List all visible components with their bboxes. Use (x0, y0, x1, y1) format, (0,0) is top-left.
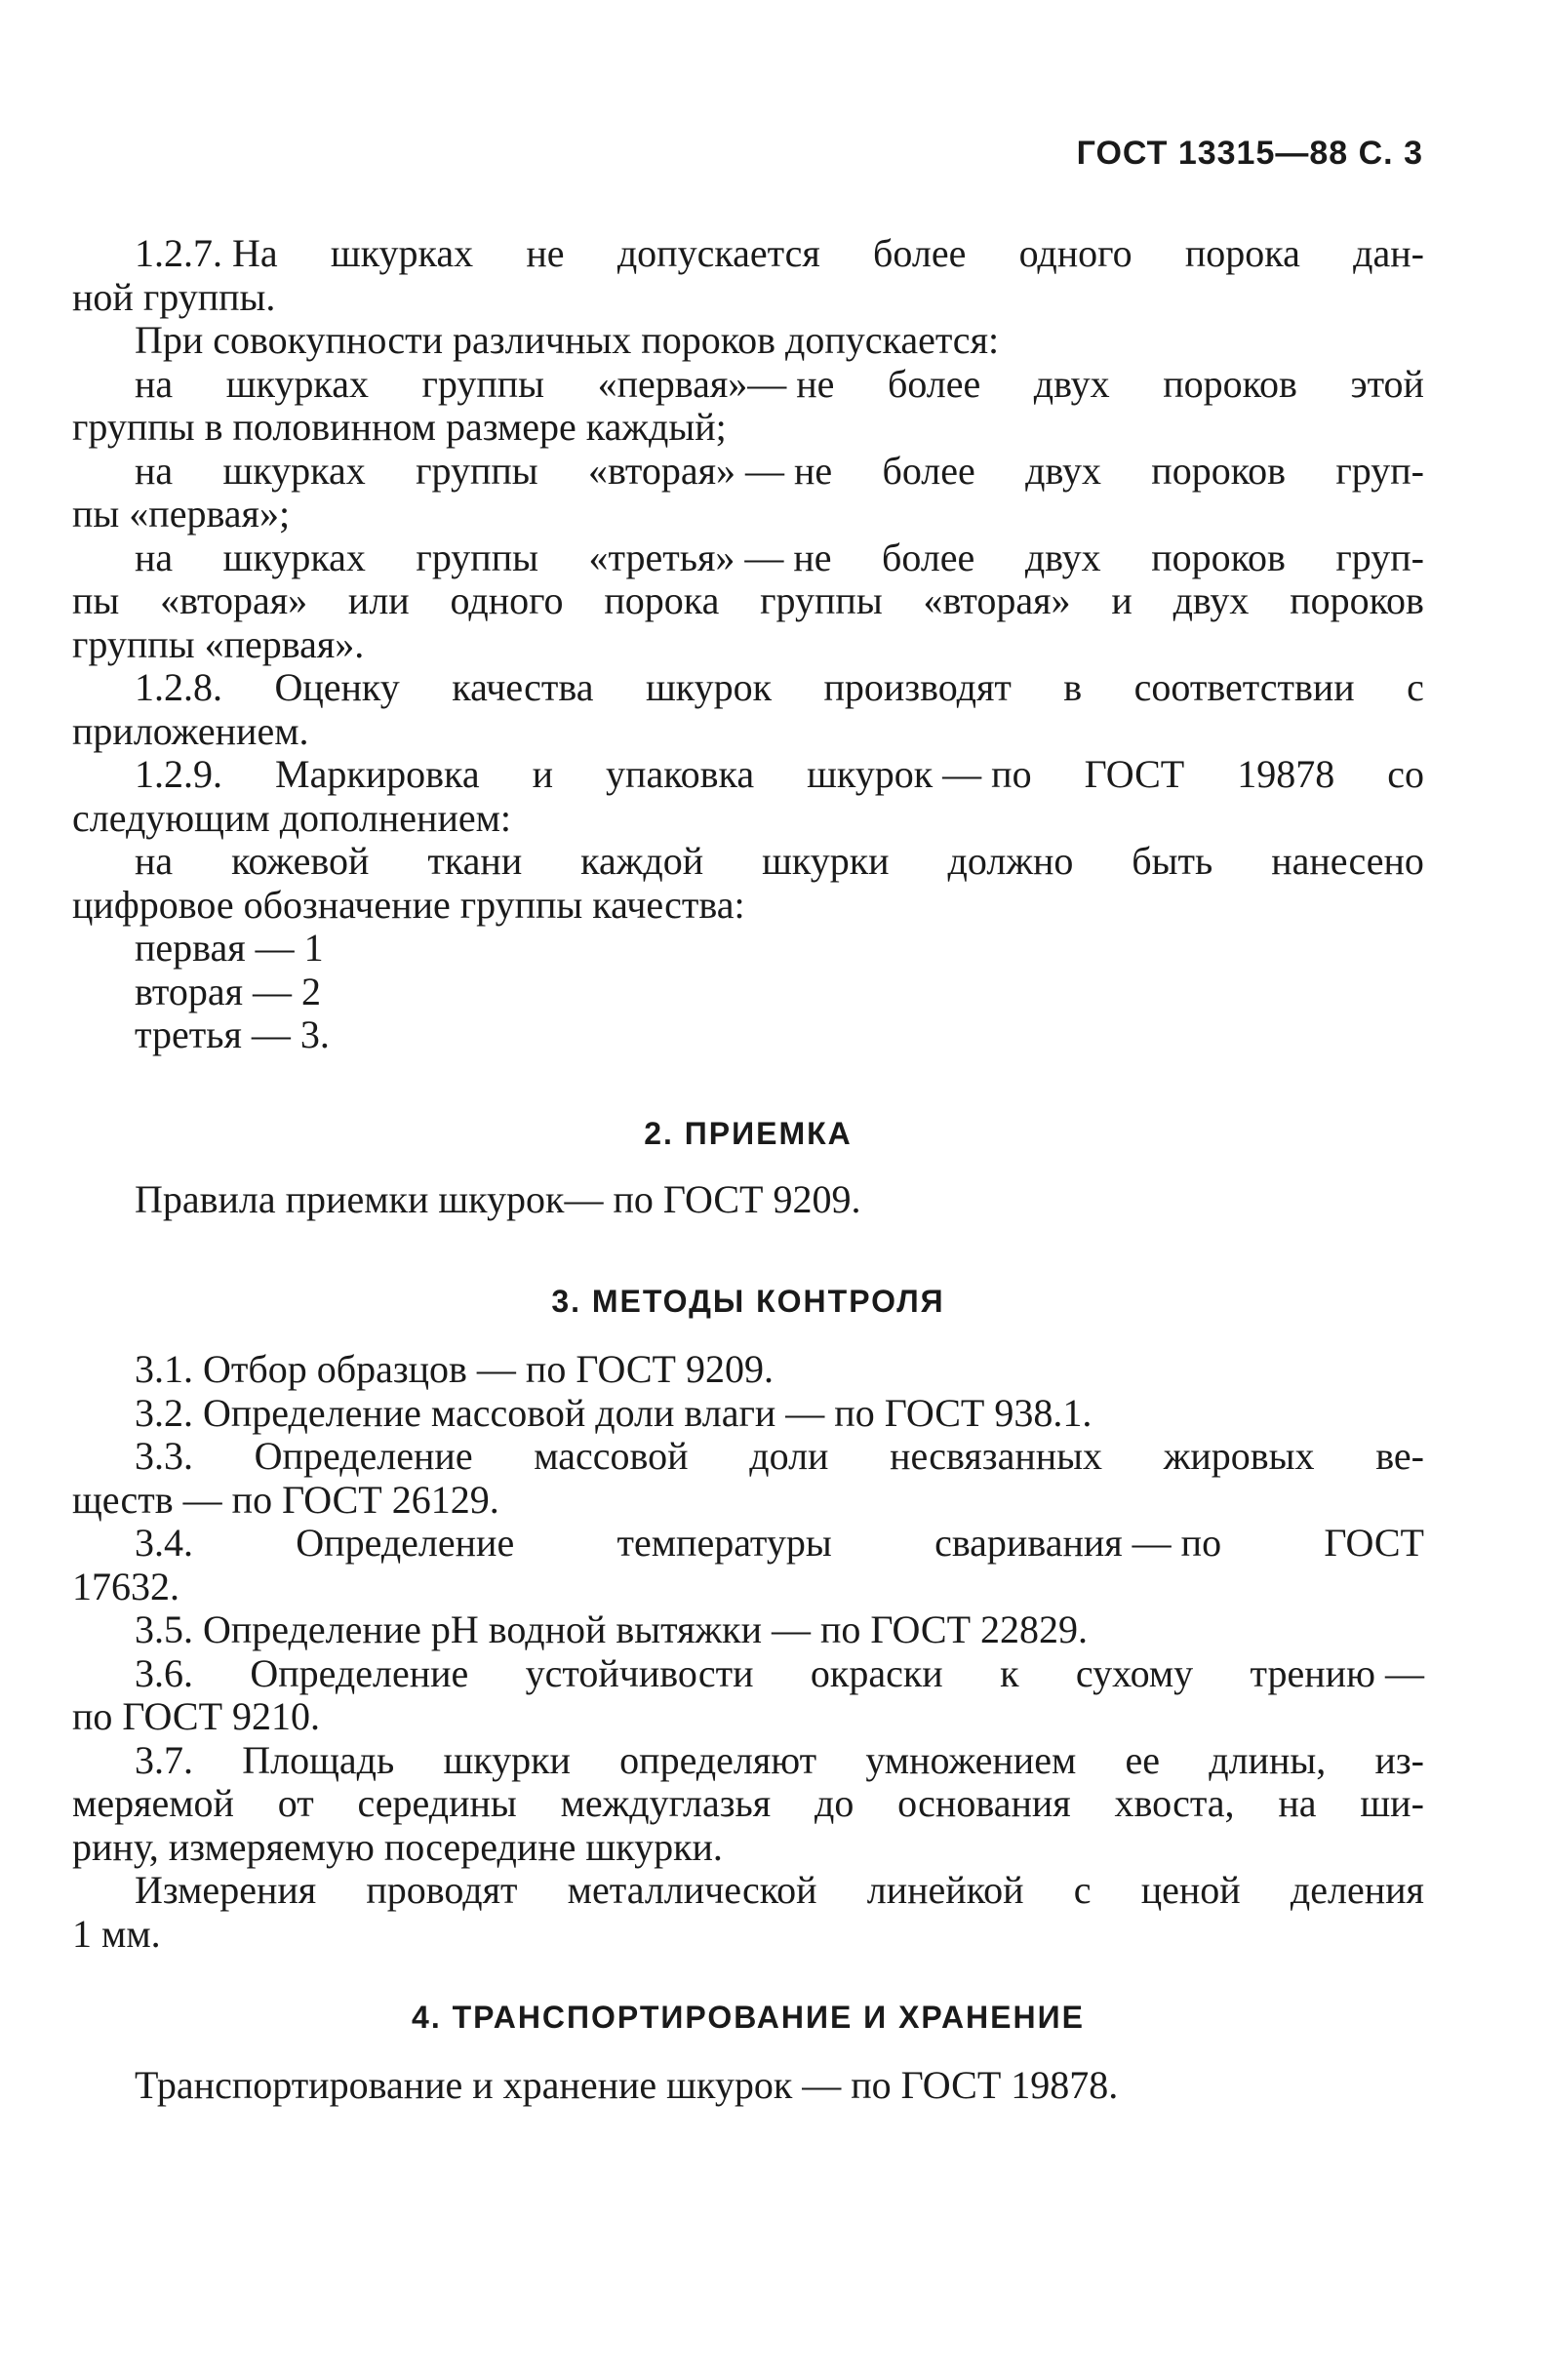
text-fragment: ее (1125, 1737, 1160, 1782)
text-fragment: более (882, 448, 975, 493)
text-fragment: группы (760, 578, 883, 622)
text-line (72, 1348, 1424, 1392)
text-fragment: ГОСТ (1324, 1521, 1424, 1565)
text-fragment: ши- (1360, 1781, 1424, 1825)
text-fragment: «третья» — не (588, 535, 832, 579)
text-fragment: определяют (619, 1737, 817, 1782)
text-fragment: производят (823, 665, 1012, 709)
text-line (72, 363, 1424, 407)
text-fragment: Определение (254, 1434, 473, 1478)
text-fragment: должно (947, 839, 1074, 883)
text-fragment: на (1278, 1781, 1317, 1825)
text-fragment: порока (604, 578, 720, 622)
text-fragment: допускается (616, 231, 820, 275)
text-fragment: шкурки (762, 839, 890, 883)
text-fragment: приложением. (72, 708, 309, 753)
text-fragment: окраски (810, 1650, 943, 1695)
text-fragment: по ГОСТ 9210. (72, 1694, 321, 1738)
text-fragment: двух (1025, 448, 1101, 493)
text-fragment: рину, измеряемую посередине шкурки. (72, 1824, 723, 1869)
text-line (72, 232, 1424, 276)
text-fragment: с (1073, 1868, 1092, 1912)
section2-heading: 2. ПРИЕМКА (644, 1116, 853, 1151)
text-line (72, 1826, 1424, 1870)
text-fragment: пороков (1151, 448, 1286, 493)
section3-text-block (72, 1348, 1424, 1956)
text-line (72, 1013, 1424, 1057)
text-fragment: 1.2.9. (135, 752, 222, 796)
text-fragment: 17632. (72, 1564, 179, 1608)
text-fragment: и (532, 752, 554, 796)
text-fragment: 1.2.7. На (135, 231, 278, 275)
text-fragment: шкурках (222, 535, 366, 579)
text-fragment: металлической (567, 1868, 817, 1912)
text-fragment: основания (897, 1781, 1071, 1825)
text-line (72, 971, 1424, 1014)
text-fragment: доли (749, 1434, 829, 1478)
text-fragment: группы (421, 361, 545, 406)
text-line (72, 1608, 1424, 1652)
text-fragment: пороков (1151, 535, 1286, 579)
text-fragment: на (135, 535, 174, 579)
text-line (72, 840, 1424, 884)
text-fragment: первая — 1 (135, 926, 324, 970)
text-fragment: сваривания — по (934, 1521, 1222, 1565)
text-fragment: Определение (250, 1650, 469, 1695)
text-line (72, 1566, 1424, 1609)
text-fragment: деления (1290, 1868, 1424, 1912)
text-fragment: междуглазья (560, 1781, 772, 1825)
text-fragment: и (1111, 578, 1133, 622)
text-fragment: пы «первая»; (72, 492, 291, 536)
text-fragment: порока (1184, 231, 1300, 275)
text-line (72, 753, 1424, 797)
text-fragment: 3.4. (135, 1521, 193, 1565)
text-fragment: кожевой (231, 839, 370, 883)
text-fragment: 3.5. Определение pH водной вытяжки — по ГОСТ 22829. (135, 1607, 1089, 1651)
text-line (72, 1869, 1424, 1913)
text-line (72, 450, 1424, 494)
text-fragment: шкурки (443, 1737, 571, 1782)
text-fragment: соответствии (1133, 665, 1355, 709)
text-fragment: груп- (1335, 448, 1424, 493)
section4-heading: 4. ТРАНСПОРТИРОВАНИЕ И ХРАНЕНИЕ (412, 2000, 1085, 2035)
section3-heading: 3. МЕТОДЫ КОНТРОЛЯ (551, 1284, 945, 1319)
text-line (72, 1739, 1424, 1783)
text-fragment: не (526, 231, 565, 275)
text-line (72, 1479, 1424, 1523)
text-fragment: качества (452, 665, 594, 709)
text-fragment: более (873, 231, 967, 275)
text-fragment: от (277, 1781, 314, 1825)
text-fragment: ной группы. (72, 274, 276, 319)
text-line (72, 406, 1424, 450)
text-fragment: При совокупности различных пороков допускается: (135, 318, 1000, 362)
text-fragment: нанесено (1271, 839, 1424, 883)
text-line (72, 1652, 1424, 1696)
text-fragment: Площадь (242, 1737, 395, 1782)
text-fragment: более (887, 361, 981, 406)
text-fragment: умножением (865, 1737, 1077, 1782)
text-fragment: Транспортирование и хранение шкурок — по ГОСТ 19878. (135, 2063, 1119, 2107)
text-fragment: из- (1374, 1737, 1424, 1782)
text-fragment: шкурках (225, 361, 369, 406)
text-fragment: груп- (1335, 535, 1424, 579)
text-fragment: несвязанных (890, 1434, 1103, 1478)
text-fragment: на (135, 448, 174, 493)
text-fragment: ве- (1375, 1434, 1424, 1478)
text-fragment: или (347, 578, 410, 622)
text-line (72, 797, 1424, 841)
text-fragment: ществ — по ГОСТ 26129. (72, 1477, 499, 1522)
text-line (72, 493, 1424, 536)
text-fragment: следующим дополнением: (72, 795, 512, 840)
text-fragment: пороков (1290, 578, 1424, 622)
text-line (72, 536, 1424, 580)
text-fragment: дан- (1353, 231, 1424, 275)
text-line (72, 623, 1424, 667)
section4-text-block (72, 2064, 1424, 2108)
text-line (72, 579, 1424, 623)
text-line (72, 1178, 1424, 1222)
text-fragment: Правила приемки шкурок— по ГОСТ 9209. (135, 1177, 861, 1221)
text-fragment: середины (357, 1781, 517, 1825)
text-fragment: к (1000, 1650, 1019, 1695)
text-fragment: на (135, 839, 174, 883)
text-fragment: двух (1024, 535, 1101, 579)
text-fragment: на (135, 361, 174, 406)
text-fragment: одного (450, 578, 564, 622)
running-header: ГОСТ 13315—88 С. 3 (1076, 135, 1423, 172)
text-fragment: Измерения (135, 1868, 317, 1912)
text-line (72, 2064, 1424, 2108)
text-fragment: ценой (1140, 1868, 1241, 1912)
text-fragment: Определение (296, 1521, 515, 1565)
text-fragment: проводят (366, 1868, 518, 1912)
text-fragment: трению — (1250, 1650, 1424, 1695)
text-fragment: 3.7. (135, 1737, 193, 1782)
text-line (72, 927, 1424, 971)
text-fragment: вторая — 2 (135, 969, 321, 1013)
text-fragment: группы «первая». (72, 621, 365, 666)
text-fragment: одного (1018, 231, 1133, 275)
text-fragment: жировых (1163, 1434, 1315, 1478)
text-fragment: до (815, 1781, 854, 1825)
text-fragment: со (1387, 752, 1424, 796)
text-line (72, 1522, 1424, 1566)
text-fragment: линейкой (866, 1868, 1024, 1912)
text-fragment: 3.6. (135, 1650, 193, 1695)
text-fragment: ткани (427, 839, 523, 883)
text-fragment: шкурках (330, 231, 474, 275)
text-fragment: шкурках (222, 448, 366, 493)
text-fragment: шкурок (645, 665, 773, 709)
text-fragment: группы (416, 535, 538, 579)
text-fragment: Маркировка (275, 752, 480, 796)
text-fragment: более (882, 535, 975, 579)
section1-text-block (72, 232, 1424, 1057)
text-fragment: шкурок — по (807, 752, 1032, 796)
text-line (72, 1913, 1424, 1957)
text-line (72, 276, 1424, 320)
text-line (72, 710, 1424, 754)
text-fragment: «вторая» (160, 578, 308, 622)
text-line (72, 1435, 1424, 1479)
text-fragment: массовой (534, 1434, 689, 1478)
text-fragment: двух (1033, 361, 1110, 406)
text-fragment: цифровое обозначение группы качества: (72, 882, 745, 927)
text-fragment: в (1063, 665, 1083, 709)
text-fragment: 3.1. Отбор образцов — по ГОСТ 9209. (135, 1347, 774, 1391)
text-fragment: 19878 (1237, 752, 1335, 796)
text-line (72, 666, 1424, 710)
text-fragment: устойчивости (525, 1650, 754, 1695)
text-fragment: «вторая» (923, 578, 1071, 622)
text-line (72, 884, 1424, 928)
text-fragment: Оценку (274, 665, 400, 709)
text-fragment: группы в половинном размере каждый; (72, 405, 727, 449)
text-fragment: 3.3. (135, 1434, 193, 1478)
text-fragment: группы (416, 448, 538, 493)
text-fragment: ГОСТ (1084, 752, 1185, 796)
text-line (72, 1695, 1424, 1739)
text-fragment: пы (72, 578, 120, 622)
text-fragment: 1 мм. (72, 1911, 161, 1956)
text-fragment: сухому (1075, 1650, 1194, 1695)
text-fragment: этой (1350, 361, 1424, 406)
text-line (72, 1782, 1424, 1826)
text-line (72, 319, 1424, 363)
text-fragment: длины, (1209, 1737, 1327, 1782)
text-fragment: с (1407, 665, 1424, 709)
text-fragment: 1.2.8. (135, 665, 222, 709)
text-fragment: пороков (1163, 361, 1297, 406)
text-fragment: 3.2. Определение массовой доли влаги — по ГОСТ 938.1. (135, 1390, 1093, 1435)
text-fragment: «вторая» — не (587, 448, 833, 493)
section2-text-block (72, 1178, 1424, 1222)
text-line (72, 1392, 1424, 1436)
text-fragment: «первая»— не (597, 361, 835, 406)
text-fragment: двух (1172, 578, 1250, 622)
text-fragment: третья — 3. (135, 1012, 330, 1056)
text-fragment: быть (1132, 839, 1213, 883)
text-fragment: хвоста, (1114, 1781, 1235, 1825)
text-fragment: каждой (580, 839, 704, 883)
text-fragment: меряемой (72, 1781, 234, 1825)
text-fragment: температуры (616, 1521, 832, 1565)
text-fragment: упаковка (606, 752, 755, 796)
